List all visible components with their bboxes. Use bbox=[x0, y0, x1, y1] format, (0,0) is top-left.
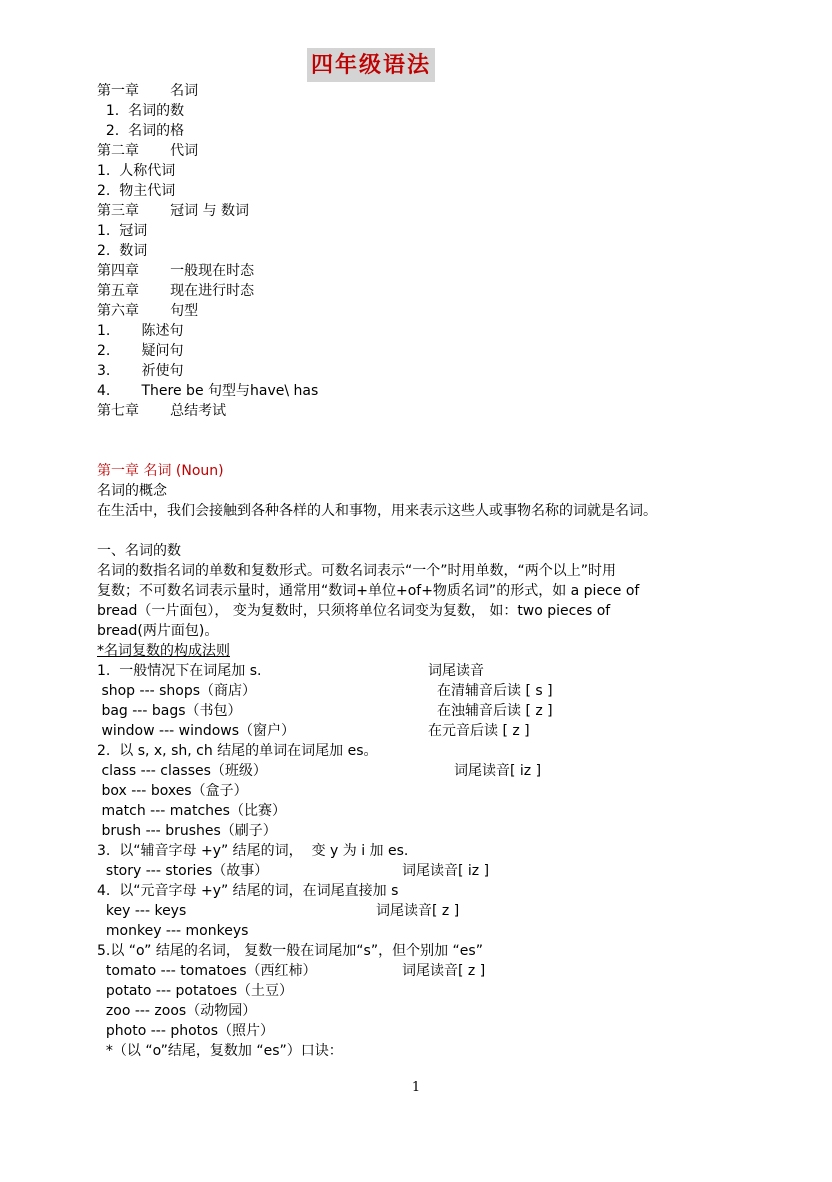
toc-line: 4. There be 句型与have\ has bbox=[97, 383, 319, 399]
rule-line: story --- stories（故事） bbox=[97, 863, 269, 879]
rule-line: 2. 以 s, x, sh, ch 结尾的单词在词尾加 es。 bbox=[97, 743, 378, 759]
rule-line: *（以 “o”结尾，复数加 “es”）口诀： bbox=[97, 1043, 343, 1059]
rule-line: potato --- potatoes（土豆） bbox=[97, 983, 294, 999]
toc-line: 2. 物主代词 bbox=[97, 183, 176, 199]
toc-line: 2. 数词 bbox=[97, 243, 148, 259]
rule-line: photo --- photos（照片） bbox=[97, 1023, 275, 1039]
rule-note: 词尾读音[ iz ] bbox=[402, 863, 490, 879]
paragraph-line: bread(两片面包)。 bbox=[97, 623, 219, 639]
rule-line: zoo --- zoos（动物园） bbox=[97, 1003, 257, 1019]
section-title: 一、名词的数 bbox=[97, 543, 181, 559]
rule-note: 词尾读音[ z ] bbox=[376, 903, 460, 919]
rule-note: 词尾读音 bbox=[428, 663, 484, 679]
rule-line: key --- keys bbox=[97, 903, 187, 919]
toc-line: 第二章 代词 bbox=[97, 143, 199, 159]
toc-line: 1. 名词的数 bbox=[97, 103, 185, 119]
toc-line: 第七章 总结考试 bbox=[97, 403, 227, 419]
chapter-heading: 第一章 名词 (Noun) bbox=[97, 463, 224, 479]
rule-note: 在浊辅音后读 [ z ] bbox=[437, 703, 553, 719]
rule-line: 4. 以“元音字母 +y” 结尾的词，在词尾直接加 s bbox=[97, 883, 399, 899]
rule-line: match --- matches（比赛） bbox=[97, 803, 286, 819]
page-number: 1 bbox=[411, 1080, 421, 1095]
rule-note: 在元音后读 [ z ] bbox=[428, 723, 530, 739]
paragraph-line: 复数；不可数名词表示量时，通常用“数词+单位+of+物质名词”的形式，如 a piece of bbox=[97, 583, 640, 599]
rule-line: window --- windows（窗户） bbox=[97, 723, 296, 739]
rule-line: tomato --- tomatoes（西红柿） bbox=[97, 963, 317, 979]
rule-line: 1. 一般情况下在词尾加 s. bbox=[97, 663, 262, 679]
paragraph-line: 名词的数指名词的单数和复数形式。可数名词表示“一个”时用单数，“两个以上”时用 bbox=[97, 563, 617, 579]
toc-line: 第三章 冠词 与 数词 bbox=[97, 203, 250, 219]
rule-line: shop --- shops（商店） bbox=[97, 683, 257, 699]
paragraph-line: bread（一片面包）， 变为复数时，只须将单位名词变为复数， 如：two pieces of bbox=[97, 603, 611, 619]
rule-line: bag --- bags（书包） bbox=[97, 703, 242, 719]
toc-line: 第六章 句型 bbox=[97, 303, 199, 319]
toc-line: 2. 疑问句 bbox=[97, 343, 184, 359]
rule-line: 5.以 “o” 结尾的名词， 复数一般在词尾加“s”，但个别加 “es” bbox=[97, 943, 483, 959]
document-title: 四年级语法 bbox=[307, 48, 435, 82]
rule-line: brush --- brushes（刷子） bbox=[97, 823, 277, 839]
toc-line: 2. 名词的格 bbox=[97, 123, 185, 139]
toc-line: 第五章 现在进行时态 bbox=[97, 283, 255, 299]
concept-text: 在生活中，我们会接触到各种各样的人和事物，用来表示这些人或事物名称的词就是名词。 bbox=[97, 503, 657, 519]
rule-note: 词尾读音[ z ] bbox=[402, 963, 486, 979]
rule-line: class --- classes（班级） bbox=[97, 763, 267, 779]
toc-line: 1. 人称代词 bbox=[97, 163, 176, 179]
rule-note: 词尾读音[ iz ] bbox=[454, 763, 542, 779]
rule-line: box --- boxes（盒子） bbox=[97, 783, 248, 799]
toc-line: 1. 冠词 bbox=[97, 223, 148, 239]
concept-title: 名词的概念 bbox=[97, 483, 167, 499]
rule-line: 3. 以“辅音字母 +y” 结尾的词， 变 y 为 i 加 es. bbox=[97, 843, 409, 859]
rule-line: monkey --- monkeys bbox=[97, 923, 249, 939]
toc-line: 第一章 名词 bbox=[97, 83, 199, 99]
rules-title: *名词复数的构成法则 bbox=[97, 643, 230, 659]
toc-line: 3. 祈使句 bbox=[97, 363, 184, 379]
toc-line: 第四章 一般现在时态 bbox=[97, 263, 255, 279]
rule-note: 在清辅音后读 [ s ] bbox=[437, 683, 553, 699]
toc-line: 1. 陈述句 bbox=[97, 323, 184, 339]
